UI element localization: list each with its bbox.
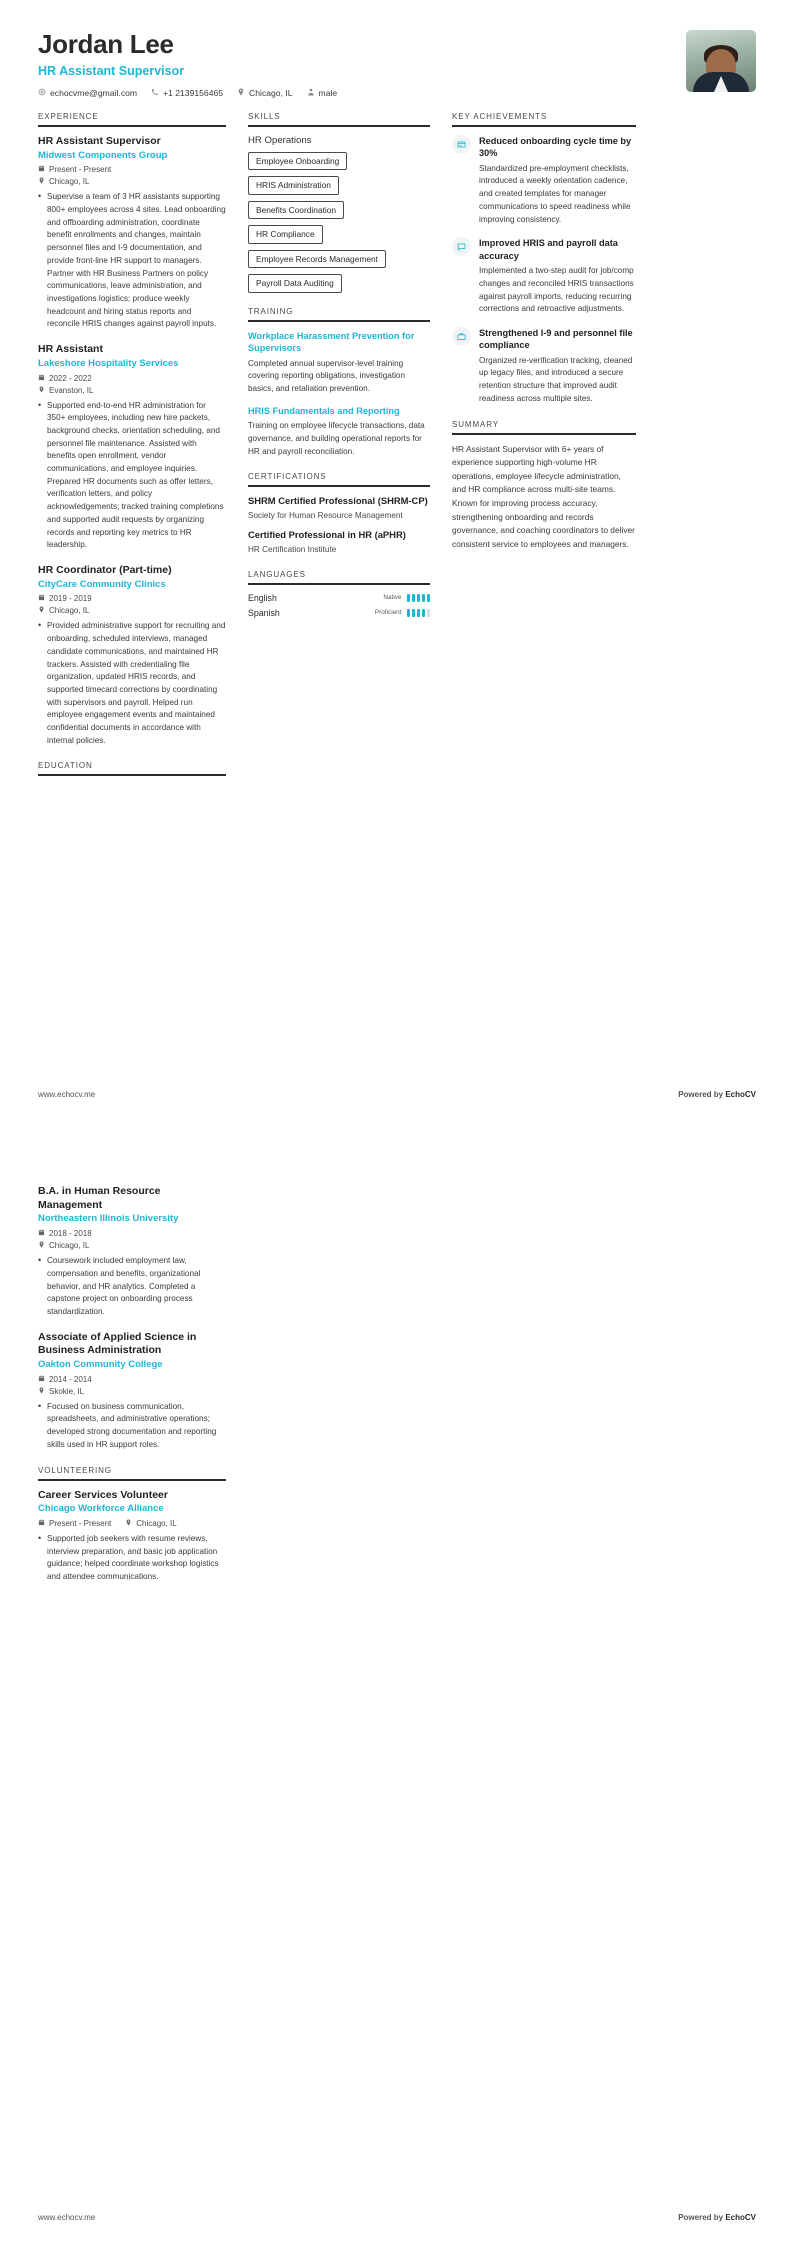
bullet-item: • Focused on business communication, spreadsheets, and administrative operations; developed strong documentation and reporting skills used in HR support roles. [38,1401,226,1452]
column-right [452,112,636,566]
footer-brand-name: EchoCV [725,2213,756,2222]
entry-meta [38,1519,226,1528]
training-item [248,330,430,396]
achievement-body [479,327,636,406]
calendar-icon [38,1375,45,1384]
email-icon [38,88,46,98]
training-description: Training on employee lifecycle transactions, data governance, and building operational reports for HR and payroll reconciliation. [248,421,425,456]
language-level: Proficient [374,609,402,617]
section-heading-languages: LANGUAGES [248,570,430,585]
entry-title: HR Coordinator (Part-time) [38,563,172,576]
section-education-heading [38,761,226,776]
achievement-title: Strengthened I-9 and personnel file compliance [479,327,633,351]
achievement-title: Improved HRIS and payroll data accuracy [479,238,618,261]
entry-location-value: Chicago, IL [136,1518,177,1528]
entry-title: HR Assistant Supervisor [38,134,161,147]
dot-filled [417,594,421,602]
section-summary [452,420,636,552]
entry-dates-value: 2018 - 2018 [49,1229,92,1239]
skill-tag: Employee Records Management [248,250,386,269]
resume-page-2 [0,1123,794,2246]
achievement-description: Standardized pre-employment checklists, introduced a weekly orientation cadence, and created templates for manager communications to speed readiness while improving consistency. [479,163,631,224]
entry-dates [38,1375,226,1384]
footer-url[interactable]: www.echocv.me [38,2213,96,2222]
training-name[interactable]: HRIS Fundamentals and Reporting [248,405,400,416]
resume-columns-page2 [0,1123,794,1598]
calendar-icon [38,1229,45,1238]
footer-url[interactable]: www.echocv.me [38,1090,96,1099]
education-entry [38,1331,226,1452]
location-icon [38,177,45,186]
contact-email-value: echocvme@gmail.com [50,87,138,98]
entry-title: Career Services Volunteer [38,1488,168,1501]
certification-name: Certified Professional in HR (aPHR) [248,529,406,541]
entry-location [38,1241,226,1250]
entry-location [125,1519,176,1528]
entry-organization[interactable]: Midwest Components Group [38,149,168,161]
section-skills [248,112,430,293]
achievement-body [479,237,636,316]
column-middle [248,112,430,632]
location-icon [125,1519,132,1528]
dot-filled [412,609,416,617]
experience-entry [38,343,226,552]
entry-dates-value: Present - Present [49,165,112,175]
language-dots [407,594,431,602]
dot-empty [427,609,431,617]
bullet-item: • Coursework included employment law, compensation and benefits, organizational behavior, and HR analytics. Completed a capstone project on onboarding process standardization. [38,1255,226,1319]
skill-tag: HRIS Administration [248,176,339,195]
section-volunteering [38,1466,226,1584]
bullet-item: • Provided administrative support for recruiting and onboarding, scheduled interviews, managed candidate communications, and maintained HR trackers. Assisted with credentialing file organization, updated HRIS records, and supported timecard corrections by coordinating with supervisors and payroll. Helped run employee engagement events and maintained confidential documents in accordance with internal policies. [38,620,226,747]
entry-location-value: Chicago, IL [49,606,90,616]
achievement-item [452,327,636,406]
dot-filled [407,594,411,602]
achievement-description: Implemented a two-step audit for job/comp changes and reconciled HRIS transactions against payroll imports, reducing recurring corrections and retroactive adjustments. [479,266,634,314]
entry-dates [38,374,226,383]
phone-icon [151,88,159,98]
section-key-achievements [452,112,636,406]
volunteering-entry [38,1489,226,1584]
entry-dates [38,1229,226,1238]
calendar-icon [38,594,45,603]
location-icon [38,606,45,615]
entry-organization[interactable]: Lakeshore Hospitality Services [38,357,179,369]
experience-entry [38,135,226,331]
skill-tag: HR Compliance [248,225,323,244]
section-training [248,307,430,458]
skill-group-name: HR Operations [248,134,312,146]
resume-columns [0,98,794,791]
entry-location-value: Evanston, IL [49,385,94,395]
header-identity [38,30,337,98]
footer-powered-prefix: Powered by [678,1090,726,1099]
achievement-item [452,135,636,226]
footer-brand [678,1090,756,1099]
entry-location-value: Skokie, IL [49,1386,85,1396]
entry-location [38,386,226,395]
entry-dates-value: 2019 - 2019 [49,594,92,604]
footer-brand [678,2213,756,2222]
experience-entry [38,564,226,747]
language-row [248,608,430,618]
avatar [686,30,756,92]
contact-phone-value: +1 2139156465 [163,87,224,98]
contact-email [38,88,137,98]
footer-brand-name: EchoCV [725,1090,756,1099]
location-icon [237,88,245,98]
entry-bullets [38,1401,226,1452]
page-title: Jordan Lee [38,29,174,59]
page-footer [0,1090,794,1099]
language-dots [407,609,431,617]
column-left-page2 [38,1185,226,1598]
language-proficiency [383,594,430,602]
entry-organization[interactable]: Chicago Workforce Alliance [38,1503,164,1515]
training-name[interactable]: Workplace Harassment Prevention for Supervisors [248,330,415,354]
skill-tag-list [248,152,430,293]
person-icon [307,88,315,98]
dot-filled [417,609,421,617]
resume-header [0,0,794,98]
entry-location-value: Chicago, IL [49,1241,90,1251]
entry-title: HR Assistant [38,343,103,356]
section-certifications [248,472,430,555]
dot-filled [427,594,431,602]
calendar-icon [38,374,45,383]
section-heading-certifications: CERTIFICATIONS [248,472,430,487]
contact-gender [307,88,338,98]
certification-issuer: Society for Human Resource Management [248,510,403,520]
dot-filled [422,609,426,617]
entry-bullets [38,400,226,552]
contact-gender-value: male [318,87,338,98]
section-education-entries [38,1185,226,1452]
dot-filled [422,594,426,602]
section-heading-experience: EXPERIENCE [38,112,226,127]
contact-location [237,88,292,98]
entry-dates-value: 2022 - 2022 [49,373,92,383]
section-heading-volunteering: VOLUNTEERING [38,1466,226,1481]
certification-item [248,495,430,521]
entry-location [38,606,226,615]
section-heading-key-achievements: KEY ACHIEVEMENTS [452,112,636,127]
achievement-description: Organized re-verification tracking, cleaned up legacy files, and introduced a secure retention structure that improved audit readiness across multiple sites. [479,355,633,403]
dot-filled [407,609,411,617]
language-level: Native [383,594,402,602]
section-heading-summary: SUMMARY [452,420,636,435]
calendar-icon [38,1519,45,1528]
training-description: Completed annual supervisor-level training covering reporting obligations, investigation basics, and retaliation prevention. [248,358,406,394]
entry-organization[interactable]: Northeastern Illinois University [38,1213,179,1225]
dot-filled [412,594,416,602]
section-heading-training: TRAINING [248,307,430,322]
location-icon [38,1241,45,1250]
entry-dates-value: Present - Present [49,1518,112,1528]
achievement-body [479,135,636,226]
section-heading-education: EDUCATION [38,761,226,776]
contact-row [38,88,337,98]
entry-dates [38,1519,111,1528]
language-name: Spanish [248,607,280,618]
entry-title: B.A. in Human Resource Management [38,1185,161,1211]
entry-location [38,1387,226,1396]
section-heading-skills: SKILLS [248,112,430,127]
skill-tag: Employee Onboarding [248,152,347,171]
entry-bullets [38,620,226,747]
footer-powered-prefix: Powered by [678,2213,726,2222]
entry-dates [38,594,226,603]
location-icon [38,386,45,395]
briefcase-icon [452,327,471,346]
summary-text: HR Assistant Supervisor with 6+ years of experience supporting high-volume HR operations, employee lifecycle administration, and HR compliance across multi-site teams. Known for improving process accuracy, strengthening onboarding and records governance, and coaching coordinators to deliver consistent service to employees and managers. [452,443,635,549]
chat-icon [452,237,471,256]
column-left [38,112,226,791]
training-item [248,405,430,459]
certification-name: SHRM Certified Professional (SHRM-CP) [248,495,428,507]
entry-bullets [38,1533,226,1584]
entry-dates [38,165,226,174]
skill-tag: Payroll Data Auditing [248,274,342,293]
entry-dates-value: 2014 - 2014 [49,1374,92,1384]
skill-tag: Benefits Coordination [248,201,344,220]
certification-item [248,529,430,555]
contact-phone [151,88,223,98]
language-proficiency [375,609,430,617]
bullet-item: • Supervise a team of 3 HR assistants supporting 800+ employees across 4 sites. Lead onboarding and offboarding administration, coordinate benefit enrollments and changes, maintain personnel files and I-9 documentation, and provide front-line HR support to managers. Partner with HR Business Partners on policy communications, leave administration, and investigations logistics; produce weekly headcount and hiring status reports and reconcile HRIS changes against payroll inputs. [38,191,226,331]
language-row [248,593,430,603]
entry-bullets [38,1255,226,1319]
location-icon [38,1387,45,1396]
certification-issuer: HR Certification Institute [248,544,337,554]
entry-bullets [38,191,226,331]
card-icon [452,135,471,154]
education-entry [38,1185,226,1319]
entry-location [38,177,226,186]
entry-location-value: Chicago, IL [49,177,90,187]
achievement-item [452,237,636,316]
entry-title: Associate of Applied Science in Business Administration [38,1330,197,1357]
page-footer [0,2213,794,2222]
job-title: HR Assistant Supervisor [38,63,185,78]
bullet-item: • Supported job seekers with resume reviews, interview preparation, and basic job application guidance; helped coordinate workshop logistics and attendee communications. [38,1533,226,1584]
entry-organization[interactable]: CityCare Community Clinics [38,578,166,590]
entry-organization[interactable]: Oakton Community College [38,1358,163,1370]
bullet-item: • Supported end-to-end HR administration for 350+ employees, including new hire packets, background checks, orientation scheduling, and personnel file maintenance. Assisted with benefits open enrollment, vendor communications, and employee inquiries. Prepared HR documents such as offer letters, verification letters, and policy acknowledgements; tracked training completions and supported audit requests by organizing records and reporting key metrics to HR leadership. [38,400,226,552]
calendar-icon [38,165,45,174]
section-experience [38,112,226,748]
achievement-title: Reduced onboarding cycle time by 30% [479,135,632,159]
section-languages [248,570,430,618]
language-name: English [248,592,277,603]
contact-location-value: Chicago, IL [249,87,293,98]
